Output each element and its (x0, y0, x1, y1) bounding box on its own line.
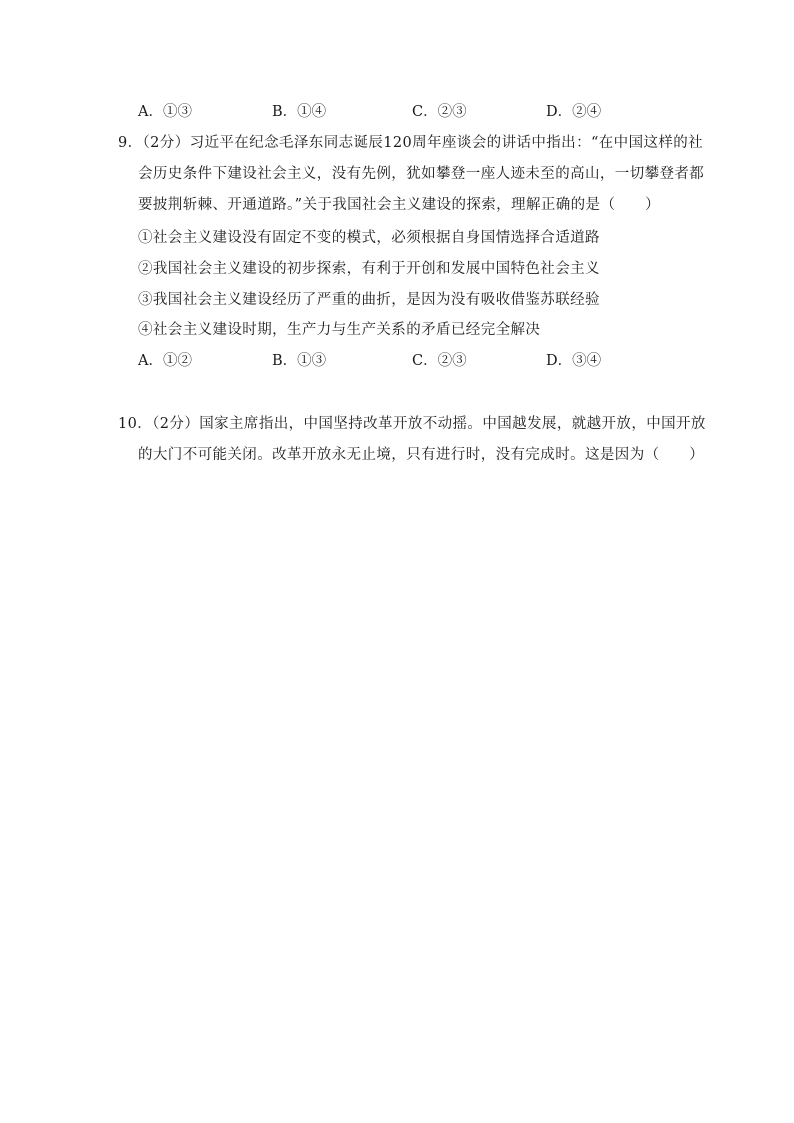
q8-option-d[interactable]: D．②④ (546, 104, 602, 120)
q9-stem-line-2: 会历史条件下建设社会主义，没有先例，犹如攀登一座人迹未至的高山，一切攀登者都 (138, 166, 705, 182)
q8-option-a[interactable]: A．①③ (138, 104, 192, 120)
q8-option-c[interactable]: C．②③ (412, 104, 467, 120)
q9-statement-4: ④社会主义建设时期，生产力与生产关系的矛盾已经完全解决 (138, 322, 541, 338)
q9-option-a[interactable]: A．①② (138, 353, 192, 369)
q9-statement-1: ①社会主义建设没有固定不变的模式，必须根据自身国情选择合适道路 (138, 230, 600, 246)
q9-option-d[interactable]: D．③④ (546, 353, 602, 369)
q9-stem-line-3: 要披荆斩棘、开通道路。”关于我国社会主义建设的探索，理解正确的是（ ） (138, 197, 661, 213)
q9-statement-3: ③我国社会主义建设经历了严重的曲折，是因为没有吸收借鉴苏联经验 (138, 292, 600, 308)
q8-option-b[interactable]: B．①④ (272, 104, 327, 120)
q10-stem-line-1: 10．（2分）国家主席指出，中国坚持改革开放不动摇。中国越发展，就越开放，中国开放 (118, 416, 706, 432)
q10-stem-line-2: 的大门不可能关闭。改革开放永无止境，只有进行时，没有完成时。这是因为（ ） (138, 447, 705, 463)
q9-stem-line-1: 9．（2分）习近平在纪念毛泽东同志诞辰120周年座谈会的讲话中指出：“在中国这样的社 (118, 135, 704, 151)
q9-option-b[interactable]: B．①③ (272, 353, 327, 369)
q9-option-c[interactable]: C．②③ (412, 353, 467, 369)
q9-statement-2: ②我国社会主义建设的初步探索，有利于开创和发展中国特色社会主义 (138, 261, 600, 277)
